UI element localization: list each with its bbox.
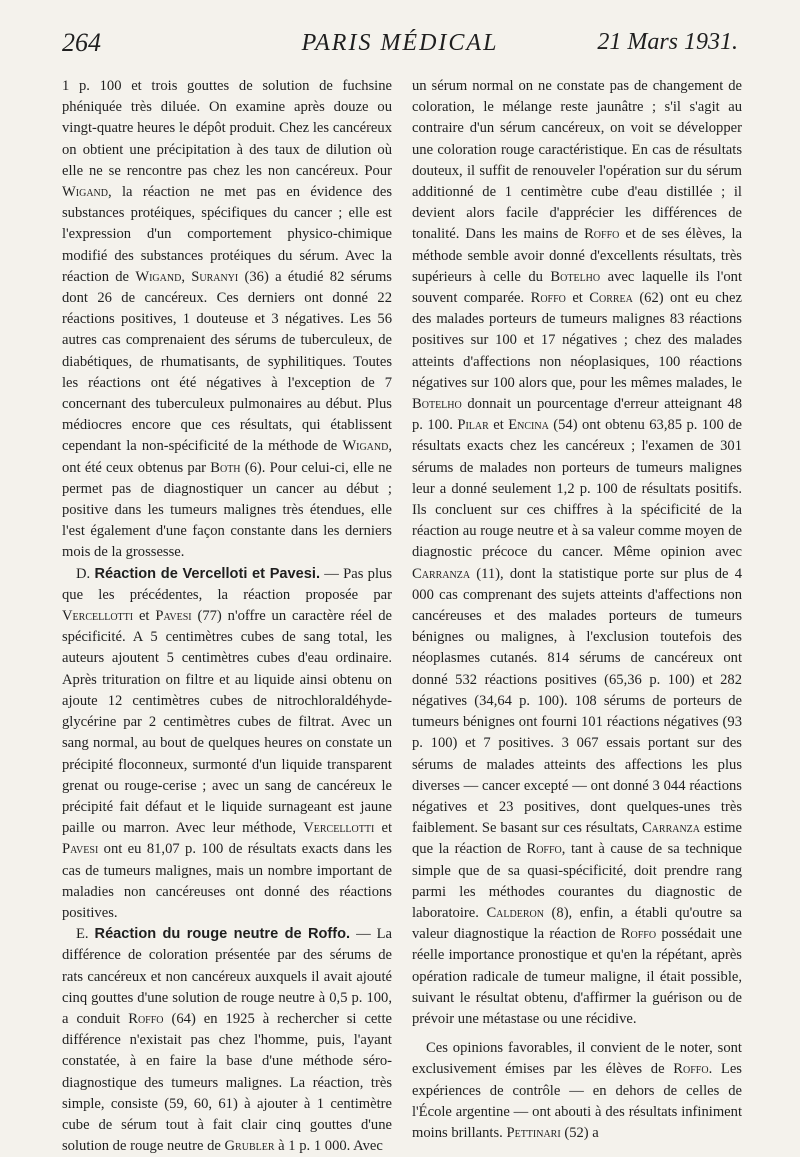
author-name: Roffo	[128, 1010, 164, 1027]
author-name: Pettinari	[506, 1124, 561, 1141]
left-column	[62, 76, 392, 1157]
section-e-paragraph: E. Réaction du rouge neutre de Roffo. — La différence de coloration présentée par des sérums de rats cancéreux et non cancéreux auxquels il avait ajouté cinq gouttes d'une solution de rouge neutre à 0,5 p. 100, a conduit Roffo (64) en 1925 à rechercher si cette différence n'existait pas chez l'homme, puis, l'ayant constatée, à en faire la base d'une méthode séro-diagnostique des tumeurs malignes. La réaction, très simple, consiste (59, 60, 61) à ajouter à 1 centimètre cube de sérum tout à fait clair cinq gouttes d'une solution de rouge neutre de Grubler à 1 p. 1 000. Avec	[62, 926, 393, 1155]
page-number: 264	[62, 28, 101, 57]
author-name: Botelho	[550, 268, 601, 285]
author-name: Pavesi	[155, 608, 192, 625]
author-name: Pavesi	[62, 841, 99, 858]
author-name: Roffo	[673, 1061, 709, 1078]
right-column	[412, 76, 742, 1144]
author-name: Suranyi	[191, 268, 239, 285]
page-header	[0, 0, 800, 72]
author-name: Grubler	[224, 1138, 275, 1155]
author-name: Roffo	[526, 841, 562, 858]
section-heading-e: Réaction du rouge neutre de Roffo.	[94, 926, 351, 943]
issue-date: 21 Mars 1931.	[597, 29, 738, 55]
author-name: Roffo	[620, 926, 657, 943]
author-name: Wigand	[342, 438, 389, 455]
author-name: Vercellotti	[303, 820, 375, 837]
author-name: Calderon	[486, 904, 544, 921]
author-name: Pilar	[457, 417, 489, 434]
author-name: Roffo	[584, 226, 620, 243]
section-d-paragraph: D. Réaction de Vercelloti et Pavesi. — Pas plus que les précédentes, la réaction proposée par Vercellotti et Pavesi (77) n'offre un caractère réel de spécificité. A 5 centimètres cubes de sang total, les auteurs ajoutent 5 centimètres cubes d'eau ordinaire. Après trituration on filtre et au liquide ainsi obtenu on ajoute 12 centimètres cubes de nitrochloraldéhyde-glycérine par 2 centimètres cubes de filtrat. Avec un sang normal, au bout de quelques heures on constate un précipité floconneux, surmonté d'un liquide transparent grenat ou rouge-cerise ; avec un sang de cancéreux le précipité fait défaut et le liquide surnageant est jaune paille ou marron. Avec leur méthode, Vercellotti et Pavesi ont eu 81,07 p. 100 de résultats exacts dans les cas de tumeurs malignes, mais un nombre important de maladies non cancéreuses ont donné des réactions positives.	[62, 565, 393, 921]
journal-title: PARIS MÉDICAL	[301, 30, 499, 56]
author-name: Carranza	[641, 820, 701, 837]
author-name: Wigand	[135, 268, 182, 285]
author-name: Encina	[508, 417, 549, 434]
author-name: Carranza	[412, 565, 471, 582]
author-name: Botelho	[412, 396, 462, 413]
author-name: Vercellotti	[62, 608, 134, 625]
paragraph-roffo-continued: un sérum normal on ne constate pas de changement de coloration, le mélange reste jaunâtre ; s'il s'agit au contraire d'un sérum cancéreux, on voit se développer une coloration rouge caractéristique. En cas de résultats douteux, il suffit de renouveler l'opération sur du sérum additionné de 1 centimètre cube d'eau distillée ; il devient alors facile d'apprécier les différences de tonalité. Dans les mains de Roffo et de ses élèves, la méthode semble avoir donné d'excellents résultats, très supérieurs à celle du Botelho avec laquelle ils l'ont souvent comparée. Roffo et Correa (62) ont eu chez des malades porteurs de tumeurs malignes 83 réactions positives sur 100 et 17 négatives ; chez des malades atteints d'affections non néoplasiques, 100 réactions négatives sur 100 alors que, pour les mêmes malades, le Botelho donnait un pourcentage d'erreur atteignant 48 p. 100. Pilar et Encina (54) ont obtenu 63,85 p. 100 de résultats exacts chez les cancéreux ; l'examen de 301 sérums de malades non porteurs de tumeurs malignes leur a donné seulement 1,2 p. 100 de résultats positifs. Ils concluent sur ces chiffres à la spécificité de la réaction au rouge neutre et à sa valeur comme moyen de diagnostic précoce du cancer. Même opinion avec Carranza (11), dont la statistique porte sur plus de 4 000 cas comprenant des sujets atteints d'affections non cancéreuses et des malades porteurs de tumeurs bénignes ou malignes, à l'exclusion toutefois des néoplasmes cutanés. 814 sérums de cancéreux ont donné 532 réactions positives (65,36 p. 100) et 282 négatives (34,64 p. 100). 108 sérums de porteurs de tumeurs bénignes ont fourni 101 réactions négatives (93 p. 100) et 7 positives. 3 067 essais portant sur des sérums de malades atteints des affections les plus diverses — cancer excepté — ont donné 3 044 réactions négatives et 23 positives, dont quelques-unes très faiblement. Se basant sur ces résultats, Carranza estime que la réaction de Roffo, tant à cause de sa technique simple que de sa quasi-spécificité, doit prendre rang parmi les méthodes courantes du diagnostic de laboratoire. Calderon (8), enfin, a établi qu'outre sa valeur diagnostique la réaction de Roffo possédait une réelle importance pronostique et qu'en la répétant, après opération radicale de tumeur maligne, il était possible, suivant le résultat obtenu, d'affirmer la guérison ou de prévoir une métastase ou une récidive.	[412, 78, 743, 1027]
paragraph-wigand: 1 p. 100 et trois gouttes de solution de fuchsine phéniquée très diluée. On examine après douze ou vingt-quatre heures le dépôt produit. Chez les cancéreux on obtient une précipitation à des taux de dilution où elle ne se rencontre pas chez les non cancéreux. Pour Wigand, la réaction ne met pas en évidence des substances protéiques, spécifiques du cancer ; elle est l'expression d'un comportement physico-chimique modifié des substances protéiques du sérum. Avec la réaction de Wigand, Suranyi (36) a étudié 82 sérums dont 26 de cancéreux. Ces derniers ont donné 22 réactions positives, 1 douteuse et 3 négatives. Les 56 autres cas comprenaient des sérums de tuberculeux, de diabétiques, de rhumatisants, de syphilitiques. Toutes les réactions ont été négatives à l'exception de 7 concernant des tuberculeux pulmonaires au début. Plus médiocres encore que ces résultats, qui établissent cependant la non-spécificité de la méthode de Wigand, ont été ceux obtenus par Both (6). Pour celui-ci, elle ne permet pas de diagnostiquer un cancer au début ; positive dans les tumeurs malignes très étendues, elle l'est également d'une façon constante dans les derniers mois de la grossesse.	[62, 78, 392, 561]
author-name: Roffo	[530, 290, 566, 307]
author-name: Both	[210, 459, 241, 476]
section-heading-d: Réaction de Vercelloti et Pavesi.	[94, 565, 321, 582]
author-name: Wigand	[62, 184, 108, 201]
paragraph-opinions: Ces opinions favorables, il convient de le noter, sont exclusivement émises par les élèves de Roffo. Les expériences de contrôle — en dehors de celles de l'École argentine — ont abouti à des résultats infiniment moins brillants. Pettinari (52) a	[412, 1040, 742, 1141]
author-name: Correa	[589, 290, 633, 307]
